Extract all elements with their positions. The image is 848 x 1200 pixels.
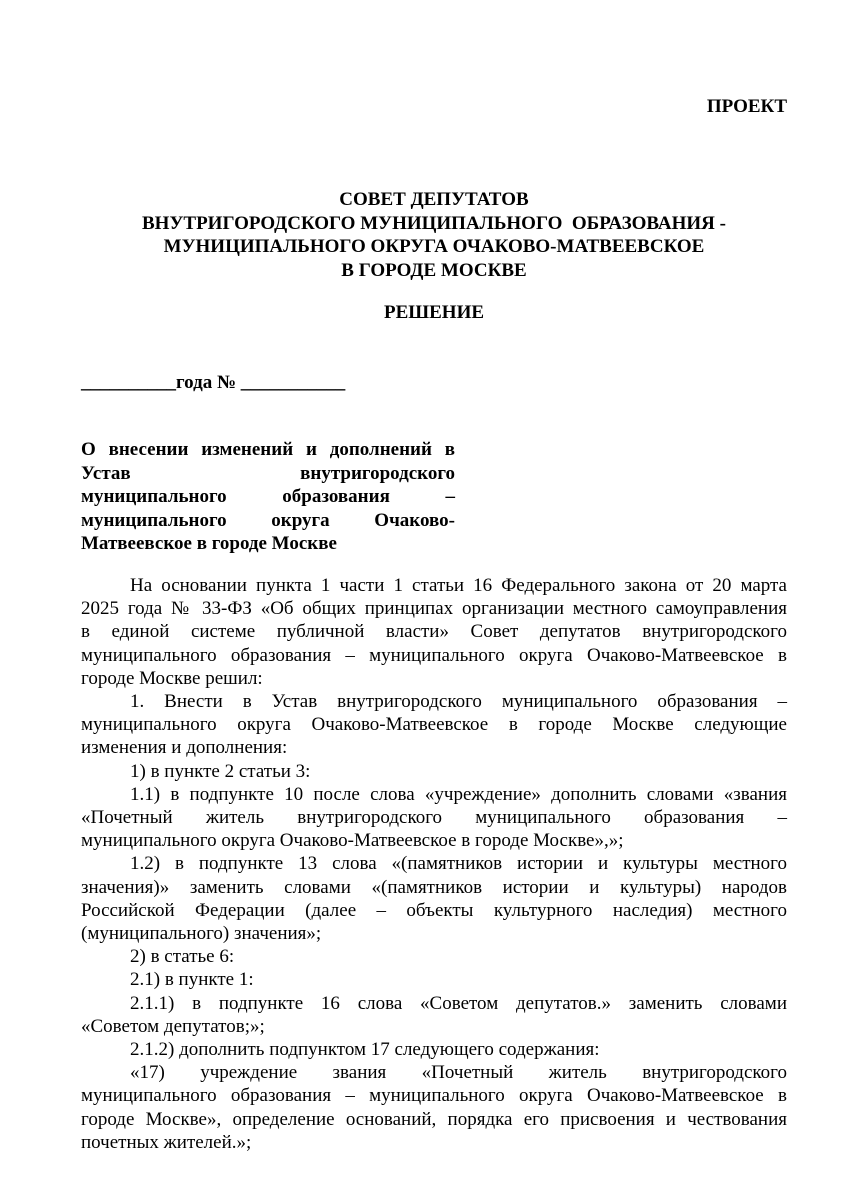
paragraph-line: в единой системе публичной власти» Совет депутатов внутригородского [81,621,787,643]
body-paragraph [81,852,787,945]
paragraph-line: городе Москве решил: [81,667,263,689]
paragraph-line: значения)» заменить словами «(памятников истории и культуры) народов [81,876,787,898]
decision-title: РЕШЕНИЕ [383,302,485,323]
council-header [60,188,808,282]
subject-line: Устав внутригородского [81,462,455,484]
header-line: ВНУТРИГОРОДСКОГО МУНИЦИПАЛЬНОГО ОБРАЗОВАНИЯ - [142,212,726,234]
paragraph-line: городе Москве», определение оснований, порядка его присвоения и чествования [81,1108,787,1130]
paragraph-line: 1) в пункте 2 статьи 3: [130,760,311,782]
body-paragraph [81,1038,787,1061]
paragraph-line: Российской Федерации (далее – объекты культурного наследия) местного [81,899,787,921]
paragraph-line: изменения и дополнения: [81,737,288,759]
paragraph-line: 2.1.2) дополнить подпунктом 17 следующего содержания: [130,1039,600,1061]
paragraph-line: 2.1.1) в подпункте 16 слова «Советом депутатов.» заменить словами [130,992,787,1014]
paragraph-line: 1.1) в подпункте 10 после слова «учреждение» дополнить словами «звания [130,783,787,805]
paragraph-line: муниципального округа Очаково-Матвеевское в городе Москве»,»; [81,830,624,852]
paragraph-line: «Советом депутатов;»; [81,1015,265,1037]
date-number-line: __________года № ___________ [81,372,346,393]
body-paragraph [81,945,787,968]
project-label: ПРОЕКТ [706,96,787,117]
paragraph-line: муниципального образования – муниципального округа Очаково-Матвеевское в [81,644,787,666]
body-paragraph [81,760,787,783]
paragraph-line: (муниципального) значения»; [81,923,322,945]
body-paragraph [81,1061,787,1154]
paragraph-line: муниципального округа Очаково-Матвеевское в городе Москве следующие [81,714,787,736]
body-paragraph [81,574,787,690]
decision-body [81,574,787,1154]
paragraph-line: На основании пункта 1 части 1 статьи 16 Федерального закона от 20 марта [130,575,787,596]
body-paragraph [81,783,787,853]
header-line: СОВЕТ ДЕПУТАТОВ [339,189,529,210]
subject-line: муниципального образования – [81,486,455,507]
subject-line: муниципального округа Очаково- [81,509,455,531]
body-paragraph [81,690,787,760]
decision-subject [81,438,455,556]
paragraph-line: «Почетный житель внутригородского муниципального образования – [81,807,787,829]
paragraph-line: 1. Внести в Устав внутригородского муниципального образования – [130,691,787,713]
subject-line: Матвеевское в городе Москве [81,533,337,554]
body-paragraph [81,992,787,1038]
paragraph-line: 2.1) в пункте 1: [130,969,254,991]
paragraph-line: почетных жителей.»; [81,1131,252,1153]
body-paragraph [81,968,787,991]
paragraph-line: 1.2) в подпункте 13 слова «(памятников истории и культуры местного [130,853,787,875]
paragraph-line: муниципального образования – муниципального округа Очаково-Матвеевское в [81,1085,787,1107]
paragraph-line: 2) в статье 6: [130,946,235,968]
paragraph-line: 2025 года № 33-ФЗ «Об общих принципах организации местного самоуправления [81,598,787,620]
header-line: В ГОРОДЕ МОСКВЕ [341,259,527,281]
header-line: МУНИЦИПАЛЬНОГО ОКРУГА ОЧАКОВО-МАТВЕЕВСКОЕ [163,236,705,257]
subject-line: О внесении изменений и дополнений в [81,439,455,460]
paragraph-line: «17) учреждение звания «Почетный житель внутригородского [130,1062,787,1084]
